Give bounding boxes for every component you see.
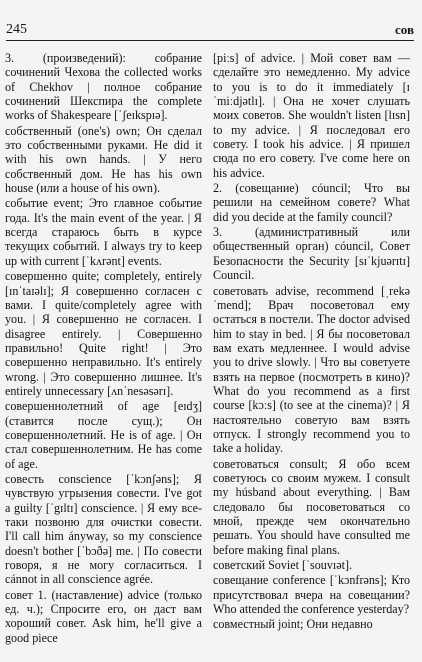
entry-soveshchanie: совещание conference [ˈkɔnfrəns]; Кто присутствовал вчера на совещании? Who attended the conference yesterday? — [213, 573, 410, 617]
entry-sobytie: событие event; Это главное событие года. It's the main event of the year. | Я всегда стараюсь быть в курсе текущих событий. I always try to keep up with current [ˈkʌrənt] events. — [5, 196, 202, 268]
entry-sovmestnyi: совместный joint; Они недавно — [213, 617, 373, 632]
entry-sovetskii: советский Soviet [ˈsouvɪət]. — [213, 558, 353, 573]
entry-sovest: совесть conscience [ˈkɔnʃəns]; Я чувствую угрызения совести. I've got a guilty [ˈgɪltɪ] conscience. | Я ему все-таки позвоню для очистки совести. I'll call him ányway, so my conscience doesn't bother [ˈbɔðə] me. | По совести говоря, я не могу согласиться. I cánnot in all conscience agrée. — [5, 471, 202, 587]
entry-sobstvennyi: собственный (one's) own; Он сделал это собственными руками. He did it with his own hands. | У него собственный дом. He has his own house (или a house of his own). — [5, 123, 202, 196]
entry-sobranie-sense-3: 3. (произведений): собрание сочинений Чехова the collected works of Chekhov | полное собрание сочинений Шекспира the complete works of Shakespeare [ˈʃeɪkspɪə]. — [5, 51, 202, 123]
left-column — [5, 51, 202, 646]
entry-sovetovat: советовать advise, recommend [ˌrekəˈmend]; Врач посоветовал ему остаться в постели. The doctor advised him to stay in bed. | Я бы посоветовал вам ехать медленнее. I would advise you to drive slowly. | Что вы советуете взять на первое (посмотреть в кино)? What do you recommend as a first course [kɔːs] (to see at the cinema)? | Я настоятельно советую вам взять отпуск. I strongly recommend you to take a holiday. — [213, 283, 410, 456]
entry-sovet-continued: [piːs] of advice. | Мой совет вам — сделайте это немедленно. My advice to you is to do it immediately [ɪˈmiːdjətlɪ]. | Она не хочет слушать моих советов. She wouldn't listen [lɪsn] to my advice. | Я последовал его совету. I took his advice. | Я пришел сюда по его совету. I've come here on his advice. — [213, 51, 410, 180]
entry-sovet-sense-2: 2. (совещание) cóuncil; Что вы решили на семейном совете? What did you decide at the family council? — [213, 181, 410, 224]
entry-sovet-sense-3: 3. (административный или общественный орган) cóuncil, Совет Безопасности the Security [sɪˈkjuərɪtɪ] Council. — [213, 225, 410, 283]
page-header — [6, 22, 414, 41]
right-column — [213, 51, 410, 633]
running-head: сов — [395, 22, 414, 37]
page-number: 245 — [6, 22, 27, 37]
entry-sovetovatsya: советоваться consult; Я обо всем советуюсь со своим мужем. I consult my húsband about everything. | Вам следовало бы посоветоваться со мной, прежде чем окончательно решать. You should have consulted me before making final plans. — [213, 456, 410, 557]
entry-sovet-sense-1: совет 1. (наставление) advice (только ед. ч.); Спросите его, он даст вам хороший совет. Ask him, he'll give a good piece — [5, 587, 202, 645]
entry-sovershenno: совершенно quite; completely, entirely [ɪnˈtaɪəlɪ]; Я совершенно согласен с вами. I quite/completely agree with you. | Я совершенно не согласен. I disagree entirely. | Совершенно правильно! Quite right! | Это совершенно неправильно. It's entirely wrong. | Это совершенно лишнее. It's entirely unnecessary [ʌnˈnesəsərɪ]. — [5, 269, 202, 398]
entry-sovershennoletnii: совершеннолетний of age [eɪdʒ] (ставится после сущ.); Он совершеннолетний. He is of age. | Он стал совершеннолетним. He has come of age. — [5, 399, 202, 471]
